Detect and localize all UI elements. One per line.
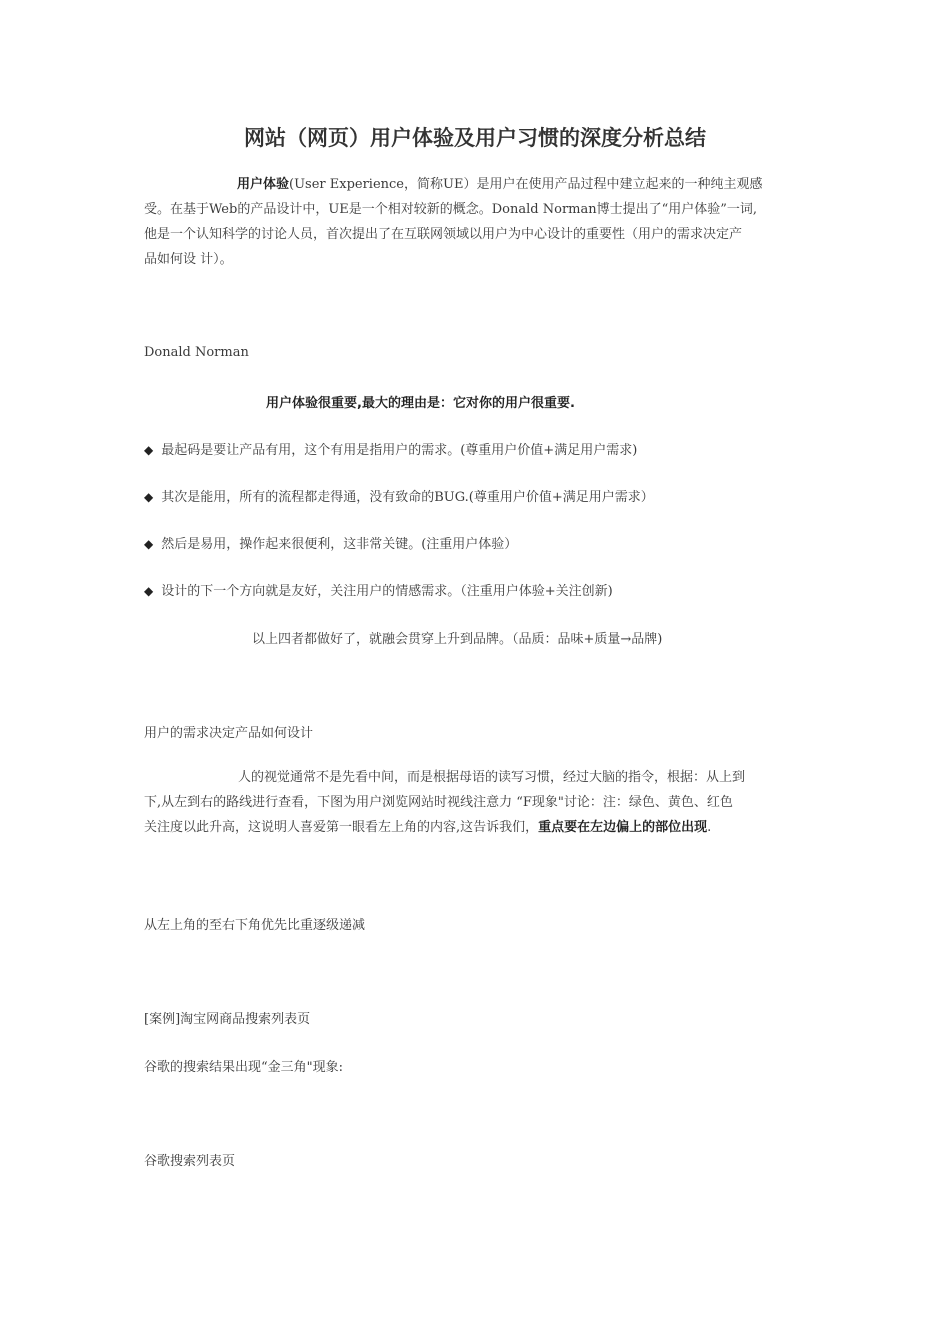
visual-line-3: [144, 815, 745, 840]
intro-line-2: 受。在基于Web的产品设计中，UE是一个相对较新的概念。Donald Norman博士提出了“用户体验”一词,: [144, 202, 758, 217]
intro-paragraph: [144, 172, 762, 272]
bullet-text-3: 然后是易用，操作起来很便利，这非常关键。(注重用户体验）: [161, 537, 518, 552]
bullet-item-1: [144, 439, 637, 458]
brand-line: 以上四者都做好了，就融会贯穿上升到品牌。（品质：品味+质量→品牌): [252, 632, 663, 647]
bullet-item-3: [144, 533, 517, 552]
caption-google-list: 谷歌搜索列表页: [144, 1154, 236, 1169]
diamond-bullet-icon: ◆: [144, 537, 154, 551]
visual-line-2: 下,从左到右的路线进行查看，下图为用户浏览网站时视线注意力 “F现象"讨论：注：绿色、黄色、红色: [144, 795, 733, 810]
diamond-bullet-icon: ◆: [144, 443, 154, 457]
intro-line-3: 他是一个认知科学的讨论人员，首次提出了在互联网领域以用户为中心设计的重要性（用户的需求决定产: [144, 227, 743, 242]
intro-line-1: [144, 172, 762, 197]
visual-emphasis: 重点要在左边偏上的部位出现: [538, 820, 708, 835]
intro-line-4: 品如何设 计）。: [144, 252, 233, 267]
bullet-item-4: [144, 580, 613, 599]
visual-line-1: 人的视觉通常不是先看中间，而是根据母语的读写习惯，经过大脑的指令，根据：从上到: [238, 770, 746, 785]
diamond-bullet-icon: ◆: [144, 490, 154, 504]
section-heading: 用户的需求决定产品如何设计: [144, 726, 314, 741]
bullet-item-2: [144, 486, 654, 505]
google-phenomenon-text: 谷歌的搜索结果出现“金三角"现象:: [144, 1060, 344, 1075]
intro-line-1-text: (User Experience，简称UE）是用户在使用产品过程中建立起来的一种纯主观感: [289, 177, 763, 192]
intro-term: 用户体验: [237, 177, 290, 192]
importance-statement: 用户体验很重要,最大的理由是：它对你的用户很重要.: [266, 396, 575, 411]
diamond-bullet-icon: ◆: [144, 584, 154, 598]
bullet-text-4: 设计的下一个方向就是友好，关注用户的情感需求。（注重用户体验+关注创新): [161, 584, 613, 599]
bullet-text-1: 最起码是要让产品有用，这个有用是指用户的需求。(尊重用户价值+满足用户需求): [161, 443, 638, 458]
visual-line-3-end: .: [707, 820, 712, 835]
caption-taobao-case: [案例]淘宝网商品搜索列表页: [144, 1012, 311, 1027]
bullet-text-2: 其次是能用，所有的流程都走得通，没有致命的BUG.(尊重用户价值+满足用户需求）: [161, 490, 654, 505]
visual-paragraph: [144, 765, 745, 840]
visual-line-3-text: 关注度以此升高，这说明人喜爱第一眼看左上角的内容,这告诉我们，: [144, 820, 539, 835]
caption-priority: 从左上角的至右下角优先比重逐级递减: [144, 918, 366, 933]
caption-donald-norman: Donald Norman: [144, 345, 249, 360]
document-title: 网站（网页）用户体验及用户习惯的深度分析总结: [244, 126, 706, 150]
